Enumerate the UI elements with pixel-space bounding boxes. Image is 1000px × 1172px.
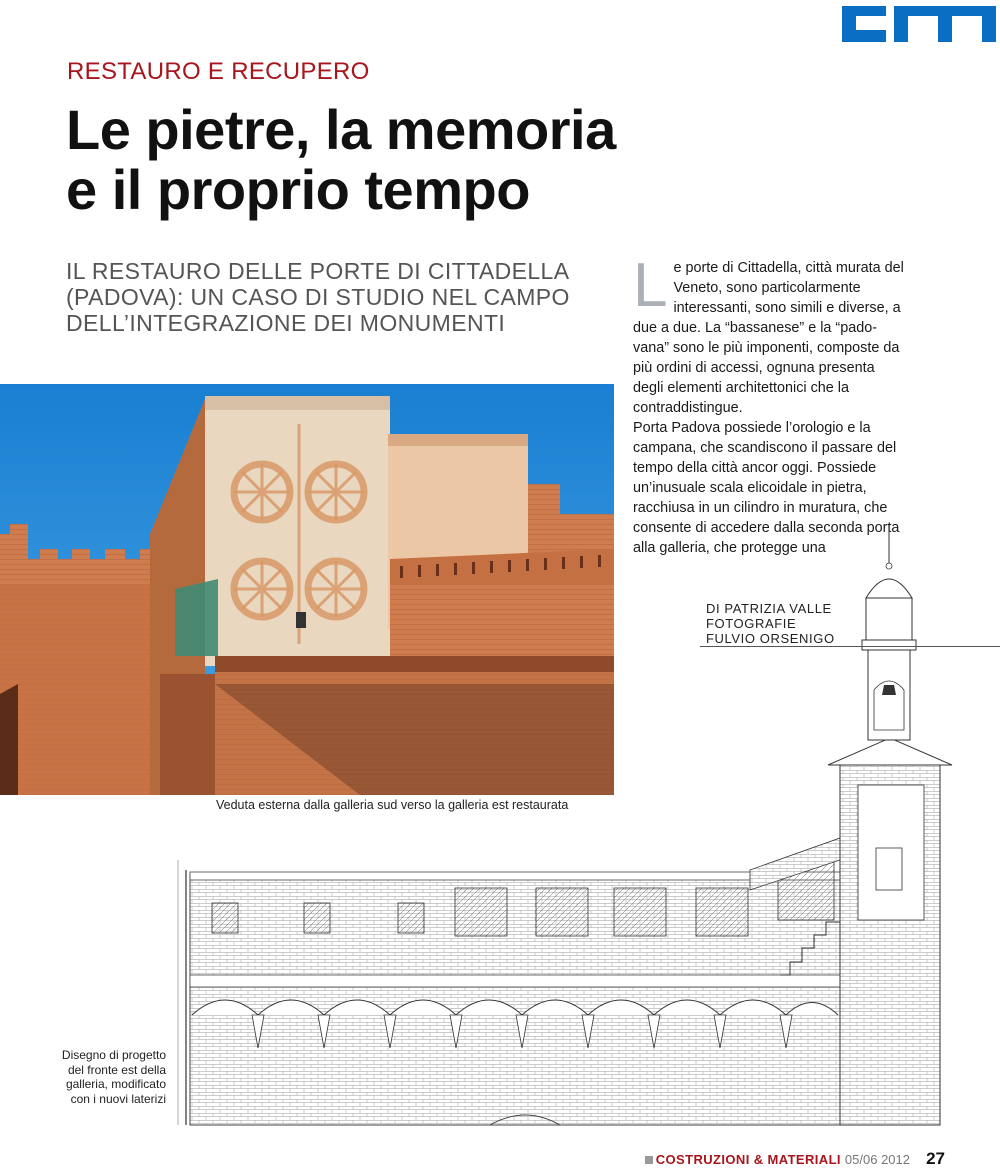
magazine-logo <box>838 0 1000 44</box>
title-line-2: e il proprio tempo <box>66 158 530 221</box>
credit-photo-label: FOTOGRAFIE <box>706 616 797 631</box>
subtitle-line-3: DELL’INTEGRAZIONE DEI MONUMENTI <box>66 310 506 336</box>
page-footer <box>645 1152 910 1167</box>
subtitle-line-1: IL RESTAURO DELLE PORTE DI CITTADELLA <box>66 258 570 284</box>
credit-photographer: FULVIO ORSENIGO <box>706 631 835 646</box>
paragraph-2: Porta Padova possiede l’orologio e la campana, che scandiscono il passare del tempo della città ancor oggi. Possiede un’inusuale scala elicoidale in pietra, racchiusa in un cilindro in muratura, che consente di accedere dalla seconda porta alla galleria, che protegge una <box>633 420 900 556</box>
drop-cap: L <box>633 251 668 320</box>
article-title <box>66 100 826 220</box>
credits-rule <box>700 646 1000 647</box>
drawing-caption: Disegno di progetto del fronte est della galleria, modificato con i nuovi laterizi <box>61 1048 166 1106</box>
article-body <box>633 251 905 558</box>
footer-square-icon <box>645 1156 653 1164</box>
footer-magazine: COSTRUZIONI & MATERIALI <box>655 1152 841 1167</box>
section-label: RESTAURO E RECUPERO <box>67 58 370 85</box>
paragraph-1-text: e porte di Cittadella, città murata del Veneto, sono particolarmente interessanti, sono simili e diverse, a due a due. La “bassanese” e la “pado-vana” sono le più imponenti, composte da più ordini di accessi, ognuna presenta degli elementi architettonici che la contraddistingue. <box>633 260 904 416</box>
article-subtitle <box>66 258 626 336</box>
footer-date: 05/06 2012 <box>844 1152 910 1167</box>
photo-gallery-view <box>0 384 614 795</box>
photo-caption: Veduta esterna dalla galleria sud verso la galleria est restaurata <box>216 798 569 812</box>
title-line-1: Le pietre, la memoria <box>66 98 616 161</box>
author-credits <box>706 601 835 646</box>
paragraph-1 <box>633 251 905 418</box>
page-number: 27 <box>926 1149 945 1168</box>
subtitle-line-2: (PADOVA): UN CASO DI STUDIO NEL CAMPO <box>66 284 570 310</box>
credit-author: DI PATRIZIA VALLE <box>706 601 832 616</box>
